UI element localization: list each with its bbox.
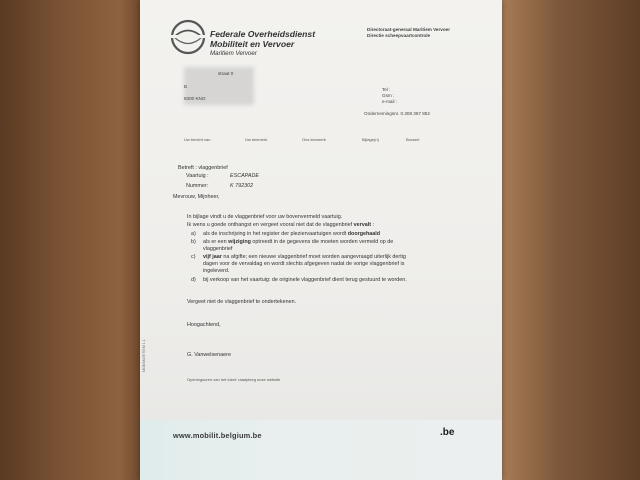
list-item (203, 239, 393, 246)
list-item-letter: b) (191, 239, 196, 245)
agency-line2: Mobiliteit en Vervoer (210, 39, 295, 49)
tel-label: Tel : (382, 87, 391, 92)
footnote: Openingsuren van het loket: raadpleeg onze website (187, 377, 281, 382)
list-item (203, 254, 406, 261)
gsm-label: Gsm : (382, 93, 395, 98)
directorate-line2: Directie scheepvaartcontrole (367, 33, 431, 38)
agency-line3: Maritiem Vervoer (210, 50, 257, 57)
address-line2: B (184, 84, 188, 89)
vessel-label: Vaartuig : (186, 173, 209, 179)
footer-url: www.mobilit.belgium.be (173, 431, 262, 440)
list-item-continuation: vlaggenbrief (203, 246, 233, 252)
email-label: e-mail : (382, 99, 398, 104)
closing: Hoogachtend, (187, 322, 221, 328)
list-item-text: na afgifte; een nieuwe vlaggenbrief moet worden aangevraagd uiterlijk dertig (221, 254, 406, 260)
list-item-text: als de inschrijving in het register der pleziervaartuigen wordt (203, 231, 348, 237)
ref-brussel: Brussel (406, 137, 420, 142)
directorate-line1: Directoraat-generaal Maritiem Vervoer (367, 27, 450, 32)
ref-uw-bericht: Uw bericht van (184, 137, 211, 142)
list-item-letter: c) (191, 254, 196, 260)
address-line1: straat 0 (218, 71, 234, 76)
agency-line1: Federale Overheidsdienst (210, 29, 316, 39)
be-logo: .be (440, 427, 455, 438)
intro-line2-bold: vervalt (353, 222, 372, 228)
list-item-bold: wijziging (228, 239, 251, 245)
list-item-continuation: ingeleverd. (203, 268, 230, 274)
list-item-letter: d) (191, 277, 196, 283)
list-item-bold: vijf jaar (203, 254, 222, 260)
ref-bijlagen: Bijlage(n) (362, 137, 379, 142)
number-value: K 792302 (230, 183, 254, 189)
enterprise-number: Ondernemingsnr. 0.308 357 852 (364, 111, 430, 116)
list-item-continuation: dagen voor de vervaldag en wordt slechts afgegeven nadat de vorige vlaggenbrief is (203, 261, 405, 267)
reminder: Vergeet niet de vlaggenbrief te ondertekenen. (187, 299, 297, 305)
list-item (203, 231, 380, 238)
vessel-value: ESCAPADE (230, 173, 259, 179)
intro-line2 (187, 222, 374, 229)
number-label: Nummer: (186, 183, 209, 189)
list-item-text: optreedt in de gegevens die moeten worden vermeld op de (250, 239, 394, 245)
address-line3: 8300 KNO (184, 96, 206, 101)
ref-uw-kenmerk: Uw kenmerk (245, 137, 268, 142)
list-item-bold: doorgehaald (347, 231, 381, 237)
ref-ons-kenmerk: Ons kenmerk (302, 137, 326, 142)
intro-line1: In bijlage vindt u de vlaggenbrief voor uw bovenvermeld vaartuig. (187, 214, 343, 220)
mobility-logo-icon (168, 18, 208, 56)
list-item: bij verkoop van het vaartuig: de originele vlaggenbrief dient terug gestuurd te worden. (203, 277, 407, 283)
signature: G. Vanwelsenaere (187, 352, 231, 358)
list-item-letter: a) (191, 231, 196, 237)
intro-line2-pre: Ik wens u goede onthangst en vergeet vooral niet dat de vlaggenbrief (187, 222, 354, 228)
intro-line2-post: : (371, 222, 375, 228)
side-note: MOB/MARITIEM 1.1 (142, 339, 146, 372)
agency-name (210, 29, 315, 59)
subject-line: Betreft : vlaggenbrief (178, 165, 228, 171)
list-item-text: als er een (203, 239, 229, 245)
salutation: Mevrouw, Mijnheer, (173, 194, 220, 200)
letter-page (140, 0, 502, 480)
